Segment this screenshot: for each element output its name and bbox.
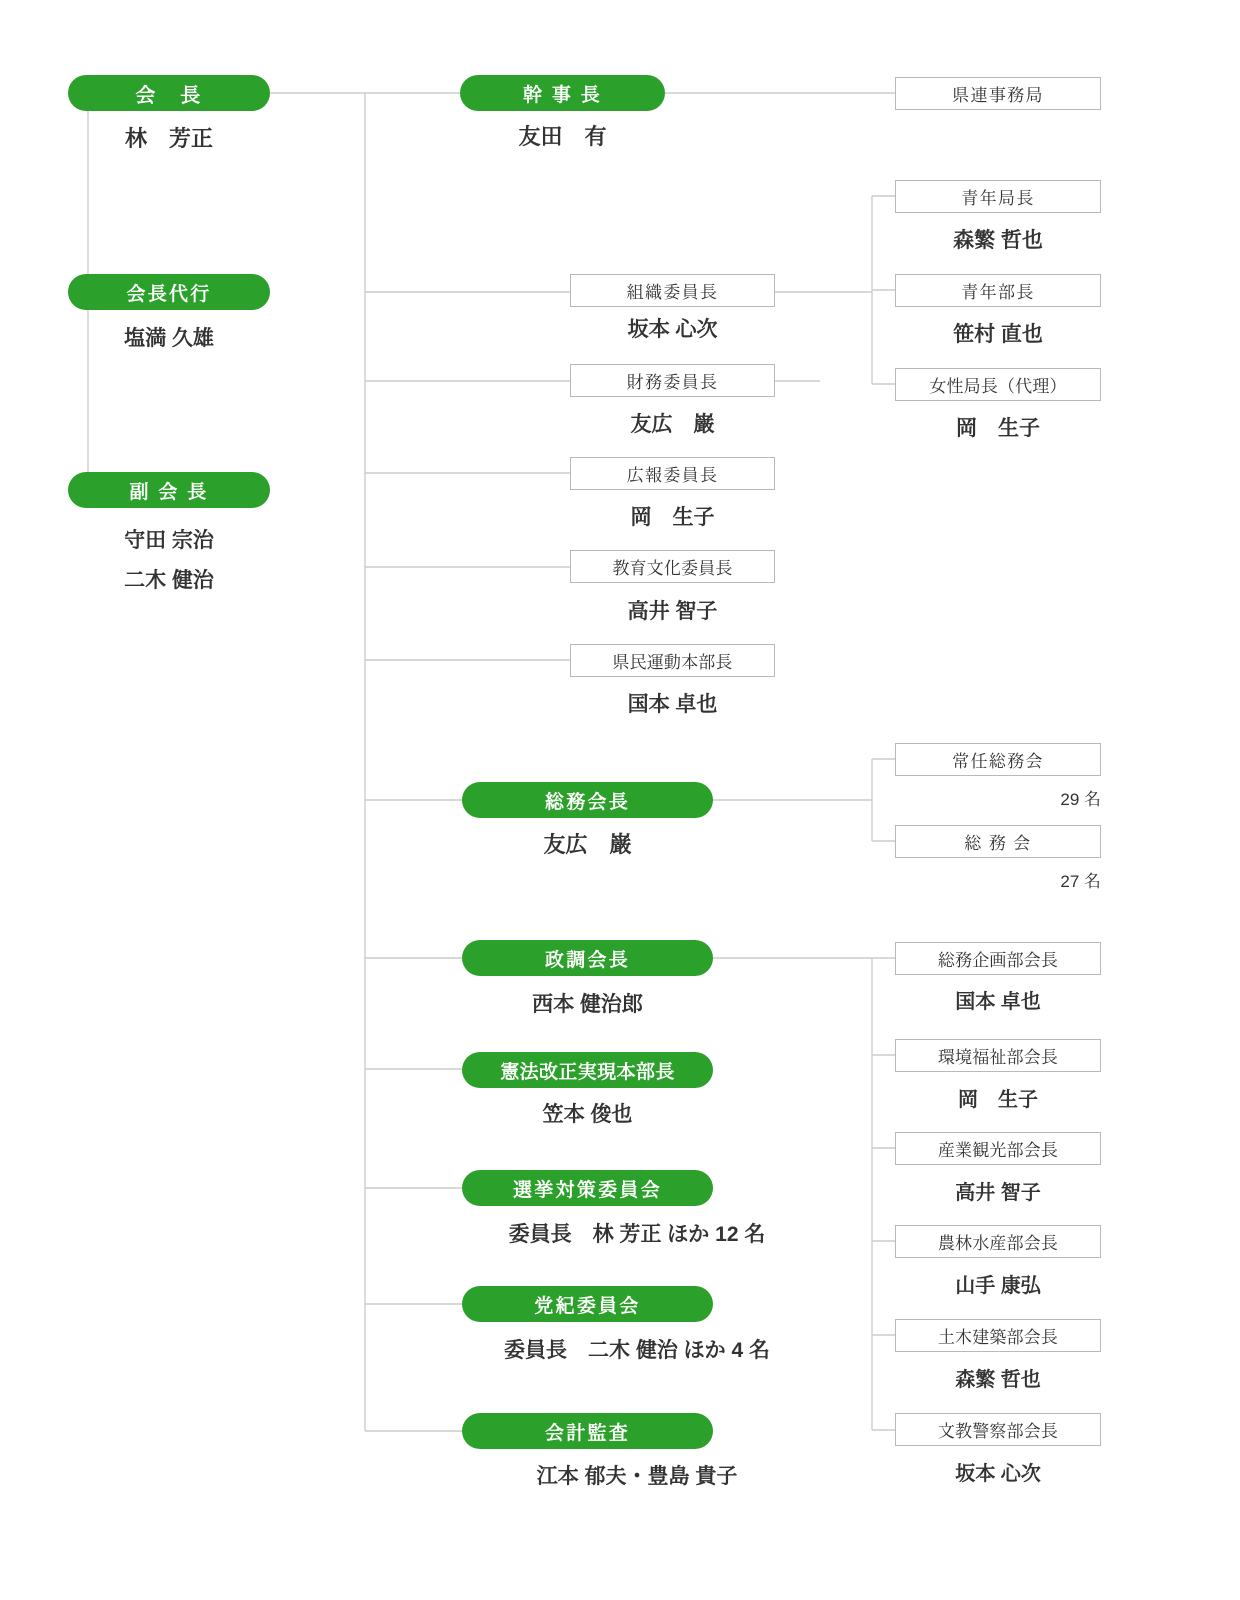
node-general-assembly[interactable]: 総 務 会 [895, 825, 1101, 858]
node-vice-chairman-name-2: 二木 健治 [124, 569, 214, 592]
node-auditors[interactable]: 会計監査 [462, 1413, 713, 1449]
node-youth-division-chief-name: 笹村 直也 [953, 323, 1043, 346]
node-chairman-name: 林 芳正 [124, 126, 213, 151]
node-agriculture-forestry-fisheries-division-chair[interactable]: 農林水産部会長 [895, 1225, 1101, 1258]
node-industry-tourism-division-chair-name: 高井 智子 [955, 1182, 1041, 1204]
node-civil-engineering-division-chair-name: 森繁 哲也 [955, 1369, 1041, 1391]
node-citizen-movement-hq-chief[interactable]: 県民運動本部長 [570, 644, 775, 677]
node-prefectural-office[interactable]: 県連事務局 [895, 77, 1101, 110]
node-vice-chairman-name-1: 守田 宗治 [124, 529, 214, 552]
node-constitution-reform-hq-chief[interactable]: 憲法改正実現本部長 [462, 1052, 713, 1088]
node-pr-committee-chair[interactable]: 広報委員長 [570, 457, 775, 490]
node-education-police-division-chair[interactable]: 文教警察部会長 [895, 1413, 1101, 1446]
node-womens-bureau-chief-name: 岡 生子 [956, 417, 1040, 440]
node-policy-research-chair[interactable]: 政調会長 [462, 940, 713, 976]
node-education-culture-committee-chair-name: 高井 智子 [627, 600, 718, 623]
node-constitution-reform-hq-chief-name: 笠本 俊也 [542, 1103, 633, 1126]
node-party-discipline-committee-name: 委員長 二木 健治 ほか 4 名 [503, 1339, 771, 1362]
node-party-discipline-committee[interactable]: 党紀委員会 [462, 1286, 713, 1322]
node-standing-general-assembly-count: 29 名 [1060, 790, 1101, 809]
node-finance-committee-chair-name: 友広 巌 [630, 413, 715, 436]
node-auditors-name: 江本 郁夫・豊島 貴子 [536, 1465, 738, 1488]
node-citizen-movement-hq-chief-name: 国本 卓也 [627, 693, 718, 716]
node-pr-committee-chair-name: 岡 生子 [630, 506, 715, 529]
node-general-planning-division-chair[interactable]: 総務企画部会長 [895, 942, 1101, 975]
node-general-affairs-chair-name: 友広 巌 [543, 832, 632, 857]
node-womens-bureau-chief[interactable]: 女性局長（代理） [895, 368, 1101, 401]
node-industry-tourism-division-chair[interactable]: 産業観光部会長 [895, 1132, 1101, 1165]
node-secretary-general[interactable]: 幹 事 長 [460, 75, 665, 111]
node-youth-bureau-chief-name: 森繁 哲也 [953, 229, 1043, 252]
node-civil-engineering-division-chair[interactable]: 土木建築部会長 [895, 1319, 1101, 1352]
node-organization-committee-chair-name: 坂本 心次 [627, 318, 718, 341]
node-general-affairs-chair[interactable]: 総務会長 [462, 782, 713, 818]
node-environment-welfare-division-chair-name: 岡 生子 [958, 1089, 1038, 1111]
node-agriculture-forestry-fisheries-division-chair-name: 山手 康弘 [955, 1275, 1041, 1297]
node-general-planning-division-chair-name: 国本 卓也 [955, 991, 1041, 1013]
node-youth-bureau-chief[interactable]: 青年局長 [895, 180, 1101, 213]
node-vice-chairman[interactable]: 副 会 長 [68, 472, 270, 508]
node-environment-welfare-division-chair[interactable]: 環境福祉部会長 [895, 1039, 1101, 1072]
node-standing-general-assembly[interactable]: 常任総務会 [895, 743, 1101, 776]
node-election-committee[interactable]: 選挙対策委員会 [462, 1170, 713, 1206]
node-acting-chairman[interactable]: 会長代行 [68, 274, 270, 310]
node-education-police-division-chair-name: 坂本 心次 [955, 1463, 1041, 1485]
node-organization-committee-chair[interactable]: 組織委員長 [570, 274, 775, 307]
node-acting-chairman-name: 塩満 久雄 [124, 327, 214, 350]
node-youth-division-chief[interactable]: 青年部長 [895, 274, 1101, 307]
node-chairman[interactable]: 会 長 [68, 75, 270, 111]
node-general-assembly-count: 27 名 [1060, 872, 1101, 891]
node-finance-committee-chair[interactable]: 財務委員長 [570, 364, 775, 397]
node-education-culture-committee-chair[interactable]: 教育文化委員長 [570, 550, 775, 583]
node-election-committee-name: 委員長 林 芳正 ほか 12 名 [508, 1223, 766, 1246]
node-secretary-general-name: 友田 有 [518, 124, 607, 149]
node-policy-research-chair-name: 西本 健治郎 [532, 993, 643, 1016]
